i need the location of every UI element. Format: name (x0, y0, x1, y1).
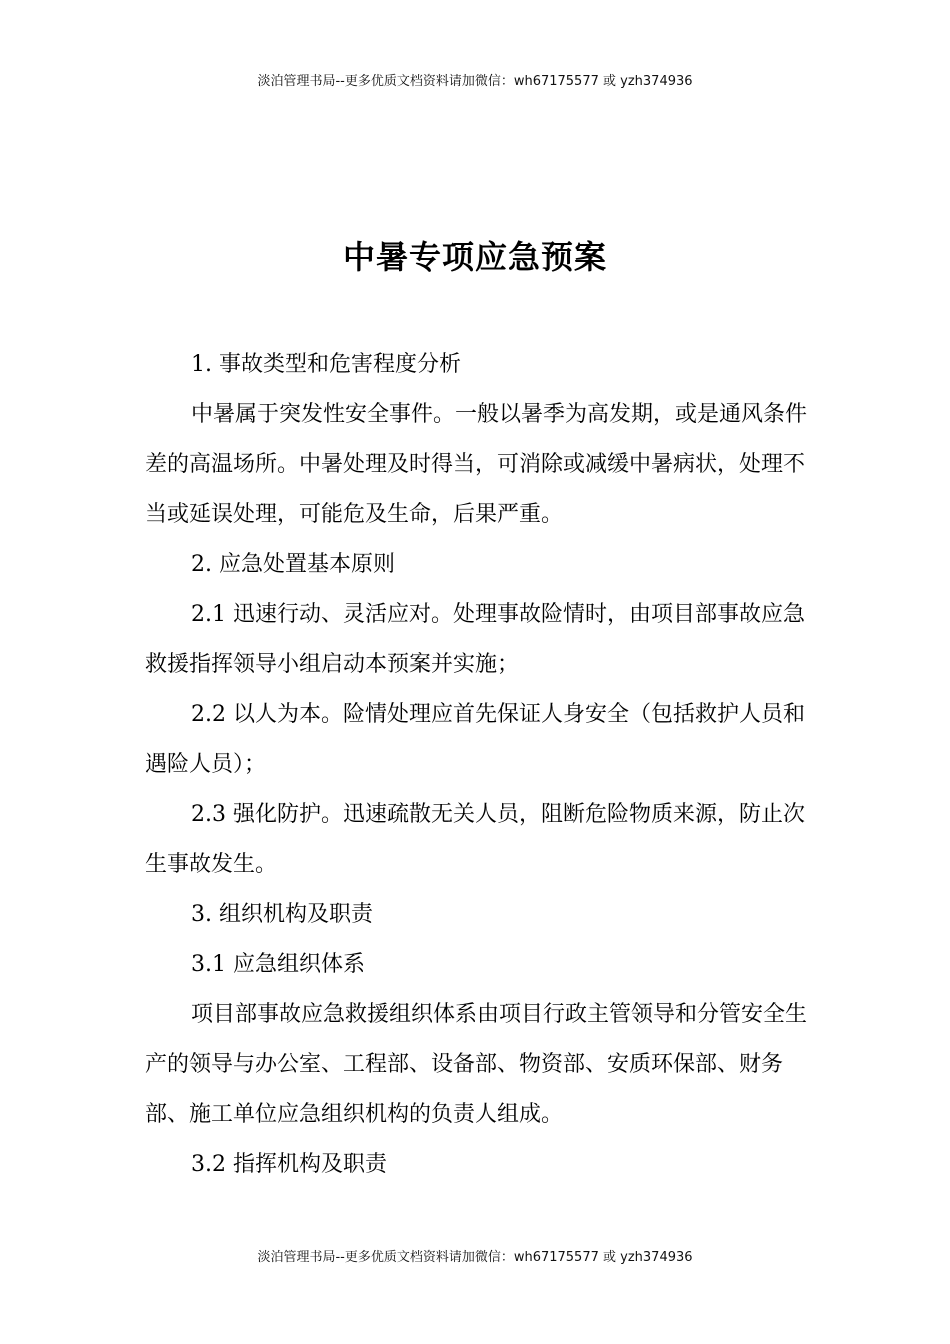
paragraph: 2.3 强化防护。迅速疏散无关人员，阻断危险物质来源，防止次生事故发生。 (145, 802, 805, 877)
page-footer: 淡泊管理书局--更多优质文档资料请加微信：wh67175577 或 yzh374936 (257, 1250, 693, 1265)
subsection-heading: 3.2 指挥机构及职责 (191, 1152, 387, 1177)
paragraph: 2.2 以人为本。险情处理应首先保证人身安全（包括救护人员和遇险人员）； (145, 702, 805, 777)
paragraph: 中暑属于突发性安全事件。一般以暑季为高发期，或是通风条件差的高温场所。中暑处理及时得当，可消除或减缓中暑病状，处理不当或延误处理，可能危及生命，后果严重。 (145, 402, 808, 527)
page-header: 淡泊管理书局--更多优质文档资料请加微信：wh67175577 或 yzh374936 (257, 74, 693, 89)
document-title: 中暑专项应急预案 (342, 238, 607, 276)
subsection-heading: 3.1 应急组织体系 (191, 952, 365, 977)
section-heading: 2. 应急处置基本原则 (191, 552, 395, 577)
document-body (145, 340, 810, 1190)
paragraph: 2.1 迅速行动、灵活应对。处理事故险情时，由项目部事故应急救援指挥领导小组启动本预案并实施； (145, 602, 805, 677)
section-heading: 3. 组织机构及职责 (191, 902, 373, 927)
section-heading: 1. 事故类型和危害程度分析 (191, 352, 461, 377)
paragraph: 项目部事故应急救援组织体系由项目行政主管领导和分管安全生产的领导与办公室、工程部、设备部、物资部、安质环保部、财务部、施工单位应急组织机构的负责人组成。 (145, 1002, 808, 1127)
